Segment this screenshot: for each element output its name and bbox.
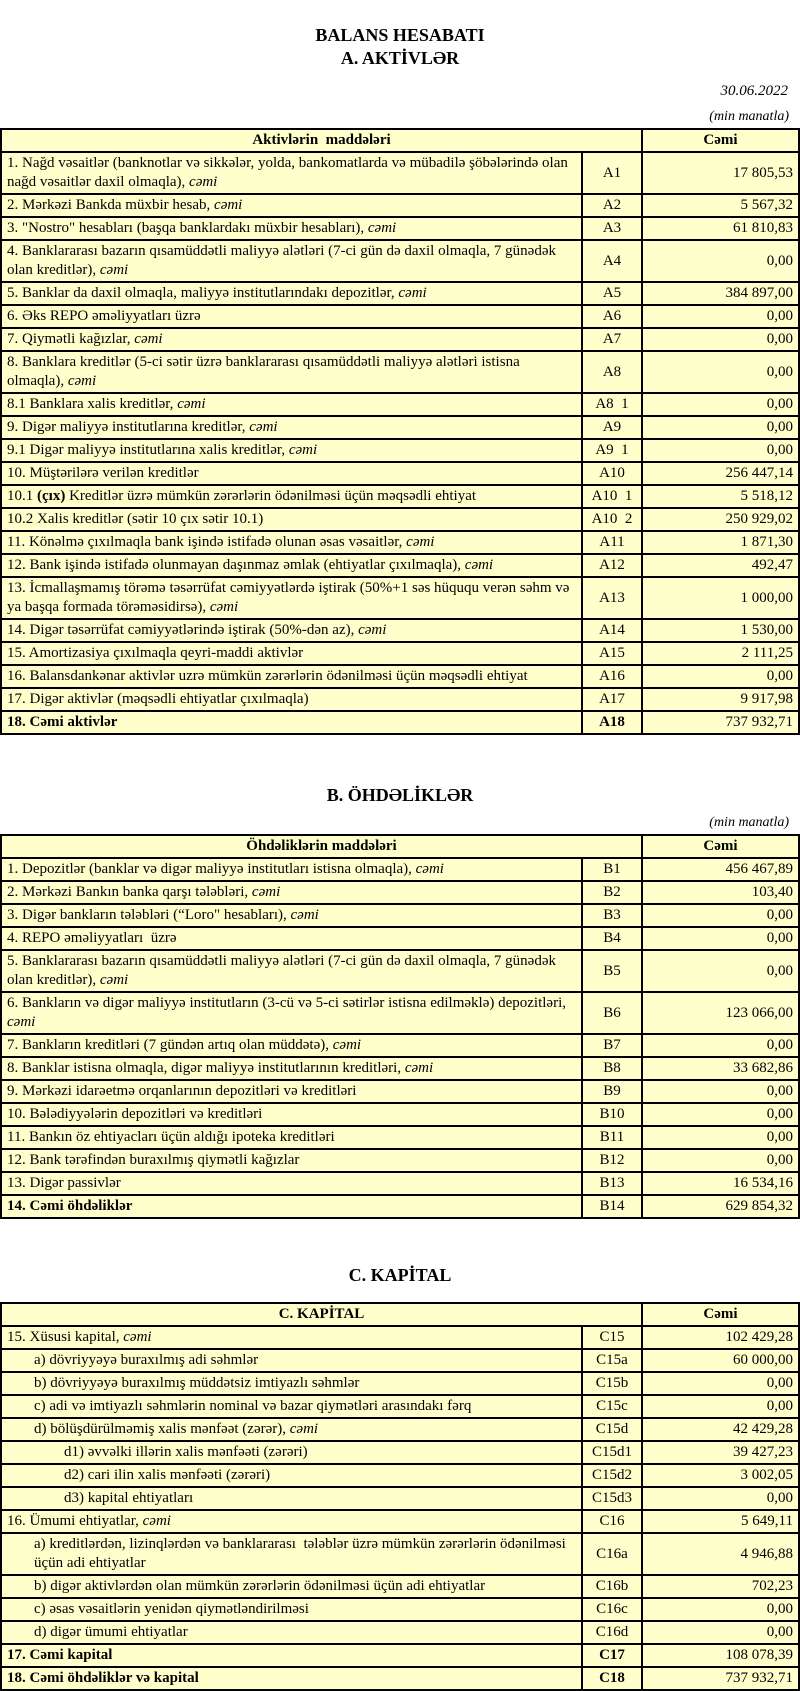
- row-code: C15d2: [582, 1464, 642, 1487]
- table-row: [1, 1172, 799, 1195]
- row-code: A16: [582, 665, 642, 688]
- row-value: 702,23: [642, 1575, 799, 1598]
- row-code: C15d1: [582, 1441, 642, 1464]
- table-row: [1, 1621, 799, 1644]
- row-label: 15. Xüsusi kapital, cəmi: [1, 1326, 582, 1349]
- row-code: A5: [582, 282, 642, 305]
- row-value: 3 002,05: [642, 1464, 799, 1487]
- row-code: B1: [582, 858, 642, 881]
- table-row: [1, 619, 799, 642]
- table-row: [1, 485, 799, 508]
- table-row: [1, 858, 799, 881]
- row-label: 4. REPO əməliyyatları üzrə: [1, 927, 582, 950]
- row-label: d1) əvvəlki illərin xalis mənfəəti (zərəri): [1, 1441, 582, 1464]
- table-row: [1, 881, 799, 904]
- row-label: 12. Bank işində istifadə olunmayan daşınmaz əmlak (ehtiyatlar çıxılmaqla), cəmi: [1, 554, 582, 577]
- row-code: B14: [582, 1195, 642, 1218]
- row-label: 14. Digər təsərrüfat cəmiyyətlərində iştirak (50%-dən az), cəmi: [1, 619, 582, 642]
- table-row: [1, 1103, 799, 1126]
- row-value: 0,00: [642, 1621, 799, 1644]
- capital-header-row: [1, 1303, 799, 1326]
- row-label: 13. İcmallaşmamış törəmə təsərrüfat cəmiyyətlərdə iştirak (50%+1 səs hüququ verən səhm və ya başqa formada törəməsidirsə), cəmi: [1, 577, 582, 619]
- table-row: [1, 439, 799, 462]
- row-value: 5 567,32: [642, 194, 799, 217]
- row-label: d3) kapital ehtiyatları: [1, 1487, 582, 1510]
- row-value: 16 534,16: [642, 1172, 799, 1195]
- table-row: [1, 1575, 799, 1598]
- row-value: 0,00: [642, 328, 799, 351]
- table-row: [1, 1533, 799, 1575]
- row-label: 17. Digər aktivlər (məqsədli ehtiyatlar çıxılmaqla): [1, 688, 582, 711]
- row-code: A10 1: [582, 485, 642, 508]
- row-value: 108 078,39: [642, 1644, 799, 1667]
- row-value: 0,00: [642, 950, 799, 992]
- row-value: 0,00: [642, 1126, 799, 1149]
- row-label: 10.1 (çıx) Kreditlər üzrə mümkün zərərlərin ödənilməsi üçün məqsədli ehtiyat: [1, 485, 582, 508]
- row-label: d) bölüşdürülməmiş xalis mənfəət (zərər), cəmi: [1, 1418, 582, 1441]
- row-code: B12: [582, 1149, 642, 1172]
- table-row: [1, 1510, 799, 1533]
- row-code: C17: [582, 1644, 642, 1667]
- table-row: [1, 688, 799, 711]
- row-label: 12. Bank tərəfindən buraxılmış qiymətli kağızlar: [1, 1149, 582, 1172]
- row-label: 2. Mərkəzi Bankın banka qarşı tələbləri, cəmi: [1, 881, 582, 904]
- row-value: 0,00: [642, 416, 799, 439]
- row-value: 123 066,00: [642, 992, 799, 1034]
- row-value: 2 111,25: [642, 642, 799, 665]
- row-value: 4 946,88: [642, 1533, 799, 1575]
- table-row: [1, 282, 799, 305]
- row-code: C15d3: [582, 1487, 642, 1510]
- row-label: d2) cari ilin xalis mənfəəti (zərəri): [1, 1464, 582, 1487]
- row-code: A18: [582, 711, 642, 734]
- liabilities-table: [0, 834, 800, 1219]
- row-code: B2: [582, 881, 642, 904]
- row-code: B6: [582, 992, 642, 1034]
- row-label: 6. Əks REPO əməliyyatları üzrə: [1, 305, 582, 328]
- row-code: A9: [582, 416, 642, 439]
- row-value: 0,00: [642, 240, 799, 282]
- row-value: 0,00: [642, 1395, 799, 1418]
- row-label: 18. Cəmi aktivlər: [1, 711, 582, 734]
- table-row: [1, 305, 799, 328]
- row-code: B10: [582, 1103, 642, 1126]
- row-label: 6. Bankların və digər maliyyə institutların (3-cü və 5-ci sətirlər istisna edilməklə) depozitləri, cəmi: [1, 992, 582, 1034]
- row-label: 10. Müştərilərə verilən kreditlər: [1, 462, 582, 485]
- row-code: A11: [582, 531, 642, 554]
- row-value: 384 897,00: [642, 282, 799, 305]
- row-code: A9 1: [582, 439, 642, 462]
- row-label: 5. Banklar da daxil olmaqla, maliyyə institutlarındakı depozitlər, cəmi: [1, 282, 582, 305]
- row-label: 11. Bankın öz ehtiyacları üçün aldığı ipoteka kreditləri: [1, 1126, 582, 1149]
- row-label: 16. Balansdankənar aktivlər uzrə mümkün zərərlərin ödənilməsi üçün məqsədli ehtiyat: [1, 665, 582, 688]
- row-value: 456 467,89: [642, 858, 799, 881]
- row-label: 9. Digər maliyyə institutlarına kreditlər, cəmi: [1, 416, 582, 439]
- row-value: 0,00: [642, 1487, 799, 1510]
- assets-header-row: [1, 129, 799, 152]
- row-value: 42 429,28: [642, 1418, 799, 1441]
- row-label: 10.2 Xalis kreditlər (sətir 10 çıx sətir 10.1): [1, 508, 582, 531]
- table-row: [1, 1149, 799, 1172]
- row-label: 18. Cəmi öhdəliklər və kapital: [1, 1667, 582, 1690]
- section-c-title: C. KAPİTAL: [348, 1265, 452, 1285]
- table-row: [1, 1057, 799, 1080]
- table-row: [1, 416, 799, 439]
- table-row: [1, 351, 799, 393]
- row-code: C16d: [582, 1621, 642, 1644]
- table-row: [1, 1667, 799, 1690]
- table-row: [1, 462, 799, 485]
- row-label: 3. Digər bankların tələbləri (“Loro" hesabları), cəmi: [1, 904, 582, 927]
- row-label: 14. Cəmi öhdəliklər: [1, 1195, 582, 1218]
- row-code: C15b: [582, 1372, 642, 1395]
- row-label: d) digər ümumi ehtiyatlar: [1, 1621, 582, 1644]
- row-code: A4: [582, 240, 642, 282]
- table-row: [1, 711, 799, 734]
- row-value: 5 649,11: [642, 1510, 799, 1533]
- row-value: 33 682,86: [642, 1057, 799, 1080]
- row-label: 13. Digər passivlər: [1, 1172, 582, 1195]
- row-label: 7. Qiymətli kağızlar, cəmi: [1, 328, 582, 351]
- row-code: B11: [582, 1126, 642, 1149]
- row-value: 0,00: [642, 927, 799, 950]
- table-row: [1, 1598, 799, 1621]
- row-code: B4: [582, 927, 642, 950]
- row-code: A15: [582, 642, 642, 665]
- row-label: c) əsas vəsaitlərin yenidən qiymətləndirilməsi: [1, 1598, 582, 1621]
- row-label: a) dövriyyəyə buraxılmış adi səhmlər: [1, 1349, 582, 1372]
- row-value: 0,00: [642, 351, 799, 393]
- row-code: C16b: [582, 1575, 642, 1598]
- row-label: 8.1 Banklara xalis kreditlər, cəmi: [1, 393, 582, 416]
- row-value: 0,00: [642, 1080, 799, 1103]
- row-code: A6: [582, 305, 642, 328]
- row-code: B8: [582, 1057, 642, 1080]
- table-row: [1, 393, 799, 416]
- row-code: C15d: [582, 1418, 642, 1441]
- table-row: [1, 1349, 799, 1372]
- assets-table: [0, 128, 800, 735]
- row-value: 629 854,32: [642, 1195, 799, 1218]
- row-value: 60 000,00: [642, 1349, 799, 1372]
- row-value: 250 929,02: [642, 508, 799, 531]
- row-code: A8 1: [582, 393, 642, 416]
- row-code: A7: [582, 328, 642, 351]
- table-row: [1, 194, 799, 217]
- table-row: [1, 1126, 799, 1149]
- row-value: 61 810,83: [642, 217, 799, 240]
- row-value: 0,00: [642, 305, 799, 328]
- row-value: 17 805,53: [642, 152, 799, 194]
- table-row: [1, 1034, 799, 1057]
- row-code: A13: [582, 577, 642, 619]
- row-value: 0,00: [642, 393, 799, 416]
- row-value: 0,00: [642, 1103, 799, 1126]
- row-code: B5: [582, 950, 642, 992]
- row-value: 737 932,71: [642, 1667, 799, 1690]
- row-code: C15a: [582, 1349, 642, 1372]
- table-row: [1, 1644, 799, 1667]
- capital-header-items: C. KAPİTAL: [1, 1303, 642, 1326]
- row-label: 7. Bankların kreditləri (7 gündən artıq olan müddətə), cəmi: [1, 1034, 582, 1057]
- table-row: [1, 152, 799, 194]
- liabilities-header-total: Cəmi: [642, 835, 799, 858]
- liabilities-header-row: [1, 835, 799, 858]
- row-label: 17. Cəmi kapital: [1, 1644, 582, 1667]
- table-row: [1, 554, 799, 577]
- row-value: 737 932,71: [642, 711, 799, 734]
- row-label: 10. Bələdiyyələrin depozitləri və kreditləri: [1, 1103, 582, 1126]
- row-code: A1: [582, 152, 642, 194]
- table-row: [1, 531, 799, 554]
- row-label: 1. Depozitlər (banklar və digər maliyyə institutları istisna olmaqla), cəmi: [1, 858, 582, 881]
- row-label: 16. Ümumi ehtiyatlar, cəmi: [1, 1510, 582, 1533]
- row-value: 0,00: [642, 1372, 799, 1395]
- row-code: C15c: [582, 1395, 642, 1418]
- row-value: 1 000,00: [642, 577, 799, 619]
- row-label: 1. Nağd vəsaitlər (banknotlar və sikkələr, yolda, bankomatlarda və mübadilə şöbələrində olan nağd vəsaitlər daxil olmaqla), cəmi: [1, 152, 582, 194]
- row-value: 492,47: [642, 554, 799, 577]
- row-code: A14: [582, 619, 642, 642]
- table-row: [1, 950, 799, 992]
- capital-header-total: Cəmi: [642, 1303, 799, 1326]
- assets-header-items: Aktivlərin maddələri: [1, 129, 642, 152]
- row-value: 39 427,23: [642, 1441, 799, 1464]
- unit-note-assets: (min manatla): [709, 109, 789, 124]
- row-label: b) dövriyyəyə buraxılmış müddətsiz imtiyazlı səhmlər: [1, 1372, 582, 1395]
- table-row: [1, 217, 799, 240]
- table-row: [1, 508, 799, 531]
- row-value: 1 871,30: [642, 531, 799, 554]
- unit-note-liabilities: (min manatla): [709, 815, 789, 830]
- section-b-title: B. ÖHDƏLİKLƏR: [326, 785, 474, 805]
- row-value: 256 447,14: [642, 462, 799, 485]
- row-value: 0,00: [642, 1034, 799, 1057]
- row-value: 0,00: [642, 1149, 799, 1172]
- row-code: B7: [582, 1034, 642, 1057]
- table-row: [1, 328, 799, 351]
- table-row: [1, 1487, 799, 1510]
- row-code: C15: [582, 1326, 642, 1349]
- row-value: 0,00: [642, 1598, 799, 1621]
- row-label: a) kreditlərdən, lizinqlərdən və banklararası tələblər üzrə mümkün zərərlərin ödənilməsi üçün adi ehtiyatlar: [1, 1533, 582, 1575]
- row-code: A10: [582, 462, 642, 485]
- row-label: b) digər aktivlərdən olan mümkün zərərlərin ödənilməsi üçün adi ehtiyatlar: [1, 1575, 582, 1598]
- capital-table: [0, 1302, 800, 1691]
- row-value: 0,00: [642, 665, 799, 688]
- row-code: A3: [582, 217, 642, 240]
- row-label: 8. Banklar istisna olmaqla, digər maliyyə institutlarının kreditləri, cəmi: [1, 1057, 582, 1080]
- row-code: C16: [582, 1510, 642, 1533]
- row-code: C18: [582, 1667, 642, 1690]
- row-value: 103,40: [642, 881, 799, 904]
- row-label: 3. "Nostro" hesabları (başqa banklardakı müxbir hesabları), cəmi: [1, 217, 582, 240]
- row-code: A8: [582, 351, 642, 393]
- row-code: C16a: [582, 1533, 642, 1575]
- row-label: 15. Amortizasiya çıxılmaqla qeyri-maddi aktivlər: [1, 642, 582, 665]
- row-code: A12: [582, 554, 642, 577]
- row-label: 8. Banklara kreditlər (5-ci sətir üzrə banklararası qısamüddətli maliyyə alətləri istisna olmaqla), cəmi: [1, 351, 582, 393]
- row-code: C16c: [582, 1598, 642, 1621]
- table-row: [1, 1372, 799, 1395]
- row-label: 9.1 Digər maliyyə institutlarına xalis kreditlər, cəmi: [1, 439, 582, 462]
- row-label: 11. Könəlmə çıxılmaqla bank işində istifadə olunan əsas vəsaitlər, cəmi: [1, 531, 582, 554]
- table-row: [1, 927, 799, 950]
- row-code: B13: [582, 1172, 642, 1195]
- row-code: B3: [582, 904, 642, 927]
- section-a-title: A. AKTİVLƏR: [340, 48, 460, 68]
- row-value: 102 429,28: [642, 1326, 799, 1349]
- table-row: [1, 577, 799, 619]
- row-code: A10 2: [582, 508, 642, 531]
- table-row: [1, 240, 799, 282]
- row-label: 4. Banklararası bazarın qısamüddətli maliyyə alətləri (7-ci gün də daxil olmaqla, 7 günədək olan kreditlər), cəmi: [1, 240, 582, 282]
- row-code: A2: [582, 194, 642, 217]
- report-date: 30.06.2022: [720, 83, 788, 99]
- row-value: 0,00: [642, 439, 799, 462]
- table-row: [1, 992, 799, 1034]
- row-label: c) adi və imtiyazlı səhmlərin nominal və bazar qiymətləri arasındakı fərq: [1, 1395, 582, 1418]
- table-row: [1, 1418, 799, 1441]
- table-row: [1, 665, 799, 688]
- row-label: 5. Banklararası bazarın qısamüddətli maliyyə alətləri (7-ci gün də daxil olmaqla, 7 günədək olan kreditlər), cəmi: [1, 950, 582, 992]
- row-label: 2. Mərkəzi Bankda müxbir hesab, cəmi: [1, 194, 582, 217]
- row-code: B9: [582, 1080, 642, 1103]
- table-row: [1, 1080, 799, 1103]
- assets-header-total: Cəmi: [642, 129, 799, 152]
- table-row: [1, 642, 799, 665]
- table-row: [1, 904, 799, 927]
- row-value: 1 530,00: [642, 619, 799, 642]
- table-row: [1, 1395, 799, 1418]
- row-value: 0,00: [642, 904, 799, 927]
- table-row: [1, 1441, 799, 1464]
- liabilities-header-items: Öhdəliklərin maddələri: [1, 835, 642, 858]
- row-value: 9 917,98: [642, 688, 799, 711]
- table-row: [1, 1195, 799, 1218]
- report-title: BALANS HESABATI: [315, 25, 485, 45]
- row-code: A17: [582, 688, 642, 711]
- row-label: 9. Mərkəzi idarəetmə orqanlarının depozitləri və kreditləri: [1, 1080, 582, 1103]
- table-row: [1, 1326, 799, 1349]
- row-value: 5 518,12: [642, 485, 799, 508]
- table-row: [1, 1464, 799, 1487]
